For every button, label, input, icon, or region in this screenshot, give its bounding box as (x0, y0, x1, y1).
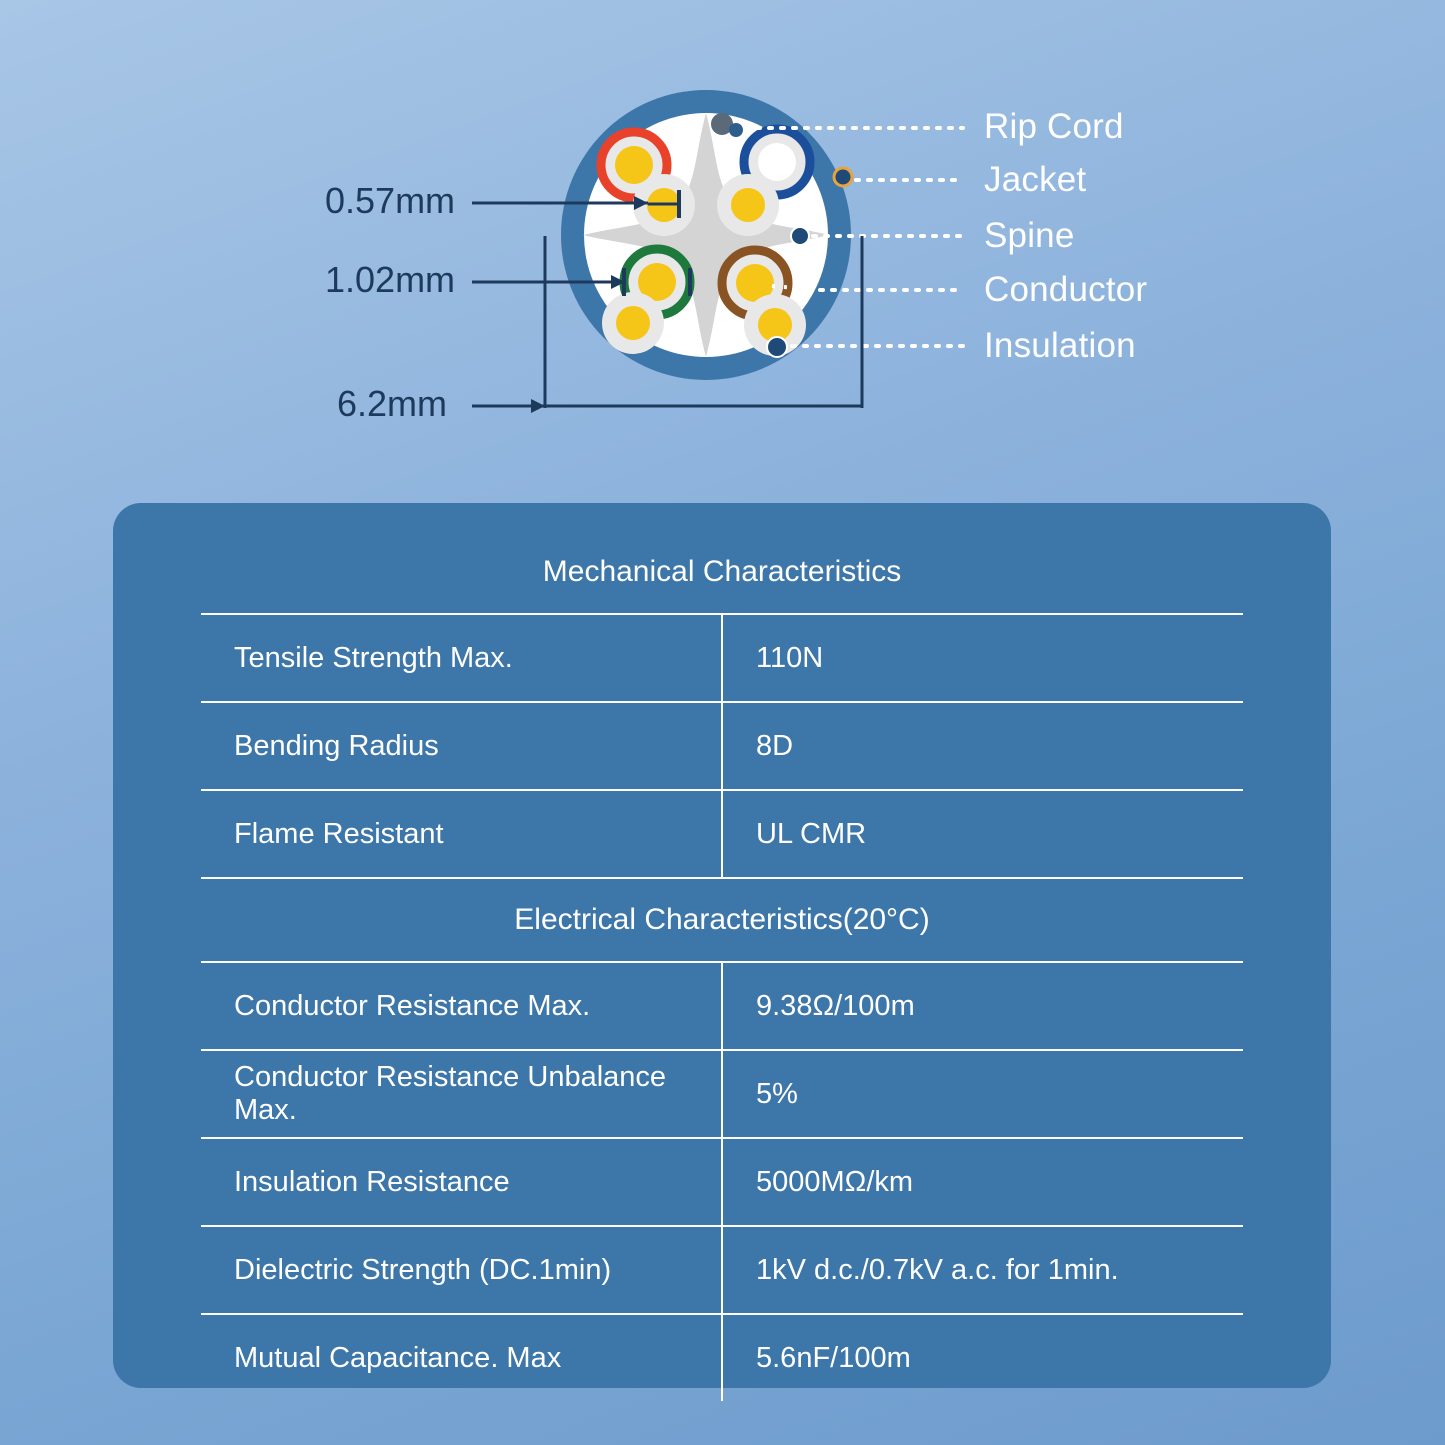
row-key: Conductor Resistance Max. (201, 962, 722, 1050)
row-key: Dielectric Strength (DC.1min) (201, 1226, 722, 1314)
row-value: 5000MΩ/km (722, 1138, 1243, 1226)
cable-cross-section-diagram (0, 0, 1445, 470)
row-key: Tensile Strength Max. (201, 614, 722, 702)
conductor-orange-a (615, 146, 653, 184)
row-value: 1kV d.c./0.7kV a.c. for 1min. (722, 1226, 1243, 1314)
table-row (201, 962, 1243, 1050)
conductor-blue-a (758, 143, 796, 181)
row-key: Conductor Resistance Unbalance Max. (201, 1050, 722, 1138)
row-value: UL CMR (722, 790, 1243, 878)
row-key: Insulation Resistance (201, 1138, 722, 1226)
table-row (201, 1314, 1243, 1401)
table-row (201, 790, 1243, 878)
insulation-marker-dot (767, 337, 787, 357)
section-heading-mechanical: Mechanical Characteristics (201, 531, 1243, 614)
conductor-green-b (616, 306, 650, 340)
dimension-label-0-57mm: 0.57mm (325, 180, 456, 221)
jacket-marker-dot (834, 168, 852, 186)
specifications-card (113, 503, 1331, 1388)
conductor-blue-b (731, 188, 765, 222)
specifications-card-inner (113, 503, 1331, 1435)
cable-diagram-svg (0, 0, 1445, 470)
callout-label-spine: Spine (984, 216, 1075, 255)
dimension-label-1-02mm: 1.02mm (325, 259, 456, 300)
callout-label-rip-cord: Rip Cord (984, 107, 1124, 146)
callout-label-conductor: Conductor (984, 270, 1148, 309)
specifications-table (201, 531, 1243, 1401)
dimension-label-6-2mm: 6.2mm (337, 383, 448, 424)
table-row (201, 1226, 1243, 1314)
spine-marker-dot (791, 227, 809, 245)
rip-cord-dot-small (729, 123, 743, 137)
row-value: 5.6nF/100m (756, 1341, 911, 1374)
section-heading-electrical: Electrical Characteristics(20°C) (201, 878, 1243, 962)
callout-label-insulation: Insulation (984, 326, 1136, 365)
row-key: Mutual Capacitance. Max (201, 1314, 722, 1401)
callout-label-jacket: Jacket (984, 160, 1087, 199)
row-value: 110N (722, 614, 1243, 702)
table-row (201, 702, 1243, 790)
row-key: Bending Radius (201, 702, 722, 790)
section-header-row-mechanical (201, 531, 1243, 614)
table-row (201, 1050, 1243, 1138)
table-row (201, 1138, 1243, 1226)
table-row (201, 614, 1243, 702)
row-key: Flame Resistant (201, 790, 722, 878)
section-header-row-electrical (201, 878, 1243, 962)
row-value: 5% (722, 1050, 1243, 1138)
row-value: 9.38Ω/100m (722, 962, 1243, 1050)
row-value: 8D (722, 702, 1243, 790)
